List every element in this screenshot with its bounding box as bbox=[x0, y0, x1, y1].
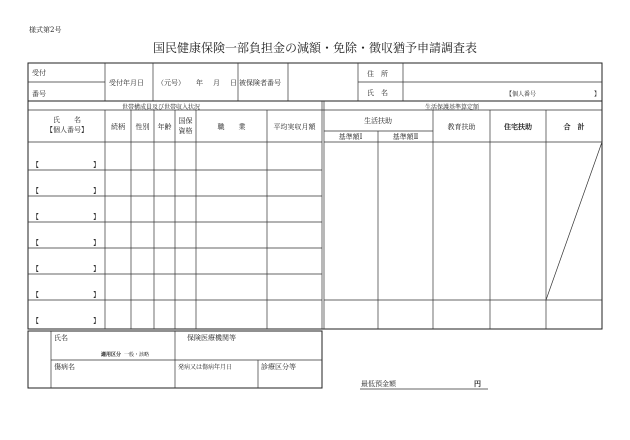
treatment-label: 診療区分等 bbox=[261, 363, 296, 371]
row-bracket-open: 【 bbox=[32, 265, 39, 273]
row-bracket-open: 【 bbox=[32, 291, 39, 299]
form-number: 様式第2号 bbox=[29, 26, 62, 34]
name-label: 氏 名 bbox=[367, 89, 388, 97]
main-table-border bbox=[28, 101, 602, 329]
medical-institution-label: 保険医療機関等 bbox=[187, 334, 236, 342]
col-living-aid: 生活扶助 bbox=[364, 117, 392, 125]
row-bracket-open: 【 bbox=[32, 213, 39, 221]
row-bracket-open: 【 bbox=[32, 239, 39, 247]
row-bracket-open: 【 bbox=[32, 317, 39, 325]
col-name-top: 氏 名 bbox=[53, 116, 81, 124]
category-label: 適用区分 bbox=[101, 352, 122, 358]
individual-number-close: 】 bbox=[594, 91, 601, 98]
era-label: （元号） bbox=[157, 79, 185, 87]
col-avg-income: 平均実収月額 bbox=[273, 123, 316, 131]
yen-unit: 円 bbox=[474, 380, 481, 388]
col-housing-aid: 住宅扶助 bbox=[504, 123, 532, 131]
month-label: 月 bbox=[213, 79, 220, 87]
col-age: 年齢 bbox=[157, 123, 172, 131]
medical-name-label: 氏名 bbox=[54, 334, 68, 342]
row-bracket-open: 【 bbox=[32, 187, 39, 195]
col-standard-1: 基準額Ⅰ bbox=[338, 133, 363, 141]
col-occupation: 職 業 bbox=[217, 123, 246, 131]
row-bracket-open: 【 bbox=[32, 161, 39, 169]
page-title: 国民健康保険一部負担金の減額・免除・徴収猶予申請調査表 bbox=[152, 41, 477, 55]
address-label: 住 所 bbox=[367, 70, 388, 78]
col-gender: 性別 bbox=[135, 123, 150, 131]
col-standard-2: 基準額Ⅱ bbox=[392, 133, 419, 141]
household-section-title: 世帯構成員及び世帯収入状況 bbox=[122, 104, 201, 111]
year-label: 年 bbox=[196, 79, 203, 87]
min-savings-label: 最低預金額 bbox=[361, 380, 396, 388]
insured-number-label: 被保険者番号 bbox=[239, 79, 281, 87]
col-relation: 続柄 bbox=[111, 123, 125, 131]
col-education-aid: 教育扶助 bbox=[447, 123, 476, 131]
row-bracket-close: 】 bbox=[93, 161, 100, 169]
receipt-date-label: 受付年月日 bbox=[109, 79, 144, 87]
category-values: 一般・該略 bbox=[124, 352, 150, 358]
col-name-bottom: 【個人番号】 bbox=[46, 126, 88, 134]
row-bracket-close: 】 bbox=[93, 239, 100, 247]
row-bracket-close: 】 bbox=[93, 213, 100, 221]
row-bracket-close: 】 bbox=[93, 265, 100, 273]
col-total: 合 計 bbox=[563, 123, 585, 131]
col-nhi-top: 国保 bbox=[178, 117, 193, 125]
day-label: 日 bbox=[230, 79, 237, 87]
onset-label: 発病又は傷病年月日 bbox=[178, 364, 233, 371]
protection-section-title: 生活保護基準算定額 bbox=[425, 104, 480, 111]
receipt-label-top: 受付 bbox=[32, 69, 46, 77]
col-nhi-bottom: 資格 bbox=[178, 127, 193, 135]
row-bracket-close: 】 bbox=[93, 187, 100, 195]
receipt-label-bottom: 番号 bbox=[32, 90, 46, 98]
row-bracket-close: 】 bbox=[93, 291, 100, 299]
disease-label: 傷病名 bbox=[54, 363, 75, 371]
individual-number-label: 【個人番号 bbox=[506, 91, 537, 98]
row-bracket-close: 】 bbox=[93, 317, 100, 325]
